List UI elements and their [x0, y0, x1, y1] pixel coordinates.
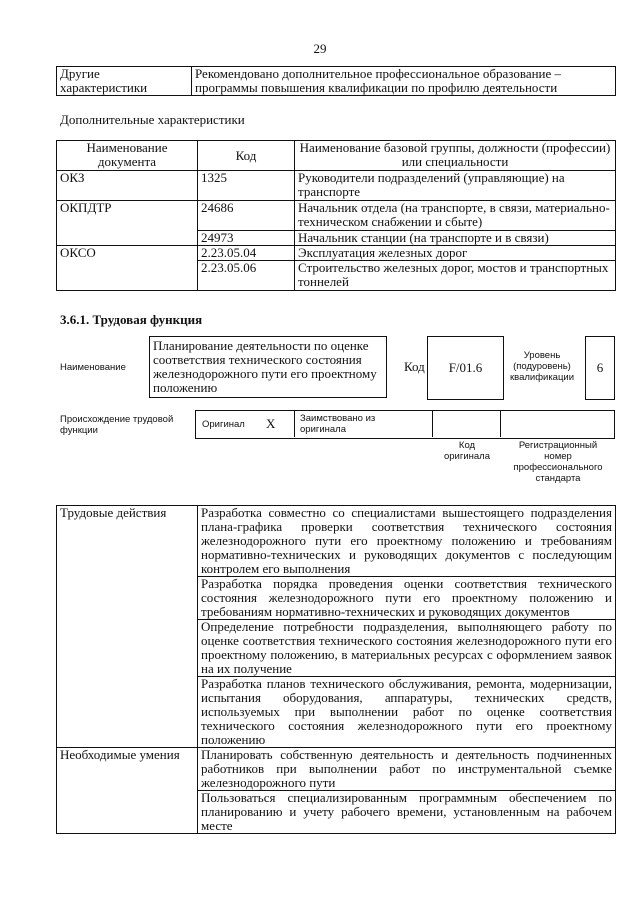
action-item: Разработка порядка проведения оценки соответствия технического состояния железнодорожного пути его проектному положению и требованиям нормативно-технических и руководящих документов [198, 577, 616, 620]
origin-reg-caption: Регистрационный номер профессионального стандарта [513, 440, 603, 484]
row-code: 2.23.05.06 [198, 261, 295, 291]
origin-code-caption: Код оригинала [443, 440, 490, 462]
origin-borrowed-label: Заимствовано из оригинала [300, 413, 376, 435]
skill-item: Пользоваться специализированным программным обеспечением по планированию и учету рабочего времени, установленным на рабочем месте [198, 791, 616, 834]
table-row [57, 246, 616, 261]
table-row [57, 506, 616, 577]
skills-label: Необходимые умения [57, 748, 198, 834]
action-item: Разработка планов технического обслуживания, ремонта, модернизации, испытания оборудования, аппаратуры, технических средств, используемых при выполнении работ по оценке соответствия технического состояния железнодорожного пути его проектному положению [198, 677, 616, 748]
skill-item: Планировать собственную деятельность и деятельность подчиненных работников при выполнении работ по инструментальной съемке железнодорожного пути [198, 748, 616, 791]
other-characteristics-table [56, 66, 616, 96]
function-level-value: 6 [585, 336, 615, 400]
row-doc: ОКЗ [57, 171, 198, 201]
function-details-table [56, 505, 616, 834]
row-name: Начальник отдела (на транспорте, в связи, материально-техническом снабжении и сбыте) [295, 201, 616, 231]
header-code: Код [198, 141, 295, 171]
additional-table [56, 140, 616, 291]
action-item: Определение потребности подразделения, выполняющего работу по оценке соответствия технического состояния железнодорожного пути его проектному положению, в материальных ресурсах с оформлением заявок на их получение [198, 620, 616, 677]
header-doc: Наименование документа [57, 141, 198, 171]
row-doc: ОКПДТР [57, 201, 198, 246]
function-level-label: Уровень (подуровень) квалификации [509, 350, 575, 383]
header-name: Наименование базовой группы, должности (профессии) или специальности [295, 141, 616, 171]
section-title: 3.6.1. Трудовая функция [60, 312, 203, 327]
origin-label: Происхождение трудовой функции [60, 414, 174, 436]
table-row [57, 171, 616, 201]
function-name-label: Наименование [60, 362, 126, 373]
row-name: Руководители подразделений (управляющие) на транспорте [295, 171, 616, 201]
table-row [57, 748, 616, 791]
row-name: Начальник станции (на транспорте и в связи) [295, 231, 616, 246]
page-number: 29 [313, 41, 327, 56]
function-code-value: F/01.6 [427, 336, 504, 400]
actions-label: Трудовые действия [57, 506, 198, 748]
table-row [57, 201, 616, 231]
row-name: Строительство железных дорог, мостов и транспортных тоннелей [295, 261, 616, 291]
action-item: Разработка совместно со специалистами вышестоящего подразделения плана-графика проверки соответствия технического состояния железнодорожного пути его проектному положению и требованиям нормативно-технических и руководящих документов с последующим контролем его выполнения [198, 506, 616, 577]
function-code-label: Код [404, 359, 425, 374]
row-code: 24973 [198, 231, 295, 246]
row-code: 1325 [198, 171, 295, 201]
row-code: 24686 [198, 201, 295, 231]
additional-title: Дополнительные характеристики [60, 112, 245, 127]
row-code: 2.23.05.04 [198, 246, 295, 261]
function-name-value: Планирование деятельности по оценке соответствия технического состояния железнодорожного пути его проектному положению [149, 336, 387, 398]
origin-original-label: Оригинал [202, 419, 245, 430]
other-characteristics-label: Другие характеристики [57, 67, 192, 96]
row-doc: ОКСО [57, 246, 198, 291]
row-name: Эксплуатация железных дорог [295, 246, 616, 261]
origin-original-mark: X [266, 416, 276, 431]
other-characteristics-value: Рекомендовано дополнительное профессиональное образование – программы повышения квалификации по профилю деятельности [192, 67, 616, 96]
